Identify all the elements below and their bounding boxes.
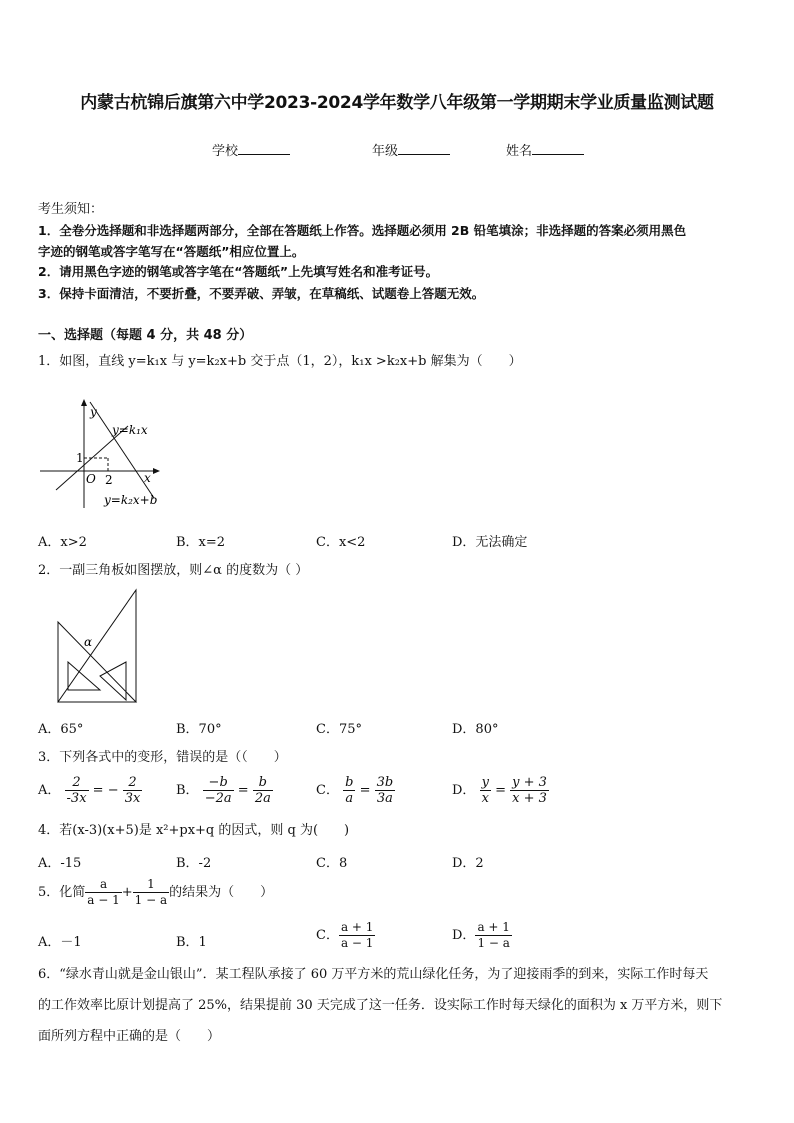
q5-c-num: a + 1	[340, 920, 374, 934]
school-blank[interactable]	[238, 140, 290, 155]
name-label: 姓名	[506, 144, 533, 159]
q5-f2-num: 1	[147, 877, 155, 891]
q4-stem: 4．若(x-3)(x+5)是 x²+px+q 的因式，则 q 为( )	[38, 823, 350, 838]
q3-a-left-den: -3x	[66, 791, 87, 806]
q3-d-eq: =	[495, 783, 506, 798]
grade-blank[interactable]	[398, 140, 450, 155]
q3-d-right-num: y + 3	[512, 775, 547, 790]
notice-item-3: 3．保持卡面清洁，不要折叠，不要弄破、弄皱，在草稿纸、试题卷上答题无效。	[38, 286, 485, 301]
q6-line-3: 面所列方程中正确的是（ ）	[38, 1029, 221, 1044]
q5-d-num: a + 1	[477, 920, 510, 934]
q3-c-left-num: b	[345, 775, 354, 790]
q5-prefix: 5．化简	[38, 885, 86, 900]
q5-d-den: 1 − a	[477, 936, 510, 950]
q1-x-axis-label: x	[144, 471, 151, 485]
q1-line1-label: y=k₁x	[112, 423, 148, 437]
q3-b-right-num: b	[258, 775, 267, 790]
q5-option-c[interactable]	[316, 920, 375, 951]
q3-c-eq: =	[359, 783, 371, 798]
grade-field	[372, 140, 450, 159]
q1-option-d[interactable]: D．无法确定	[452, 535, 528, 550]
notice-item-2: 2．请用黑色字迹的钢笔或答字笔在“答题纸”上先填写姓名和准考证号。	[38, 264, 439, 279]
q1-tick-y: 1	[76, 451, 84, 465]
q3-c-right-num: 3b	[376, 775, 394, 790]
q5-d-letter: D．	[452, 928, 476, 943]
q5-c-den: a − 1	[340, 936, 374, 950]
q4-option-a[interactable]: A．-15	[38, 856, 82, 871]
q3-c-right-den: 3a	[376, 791, 393, 806]
q3-stem: 3．下列各式中的变形，错误的是（（ ）	[38, 750, 287, 765]
q3-b-right-den: 2a	[254, 791, 271, 806]
q1-tick-x: 2	[105, 473, 113, 487]
q3-a-right-num: 2	[128, 775, 137, 790]
q1-y-axis-label: y	[90, 405, 97, 419]
q3-b-left-num: −b	[208, 775, 228, 790]
q5-option-b[interactable]: B．1	[176, 935, 207, 950]
school-field	[212, 140, 290, 159]
name-field	[506, 140, 584, 159]
grade-label: 年级	[372, 144, 399, 159]
q5-option-a[interactable]: A．－1	[38, 935, 82, 950]
q3-b-left-den: −2a	[204, 791, 232, 806]
q5-stem	[38, 877, 273, 908]
school-label: 学校	[212, 144, 239, 159]
q3-option-d[interactable]	[452, 775, 549, 806]
q2-option-d[interactable]: D．80°	[452, 722, 499, 737]
q1-graph-figure	[36, 396, 166, 514]
q6-line-1: 6．“绿水青山就是金山银山”．某工程队承接了 60 万平方米的荒山绿化任务，为了迎接雨季的到来，实际工作时每天	[38, 967, 709, 982]
q1-line2-label: y=k₂x+b	[104, 493, 158, 507]
q1-origin-label: O	[86, 472, 96, 486]
q3-d-letter: D．	[452, 783, 476, 798]
name-blank[interactable]	[532, 140, 584, 155]
q6-line-2: 的工作效率比原计划提高了 25%，结果提前 30 天完成了这一任务．设实际工作时每天绿化的面积为 x 万平方米，则下	[38, 998, 723, 1013]
q5-suffix: 的结果为（ ）	[169, 885, 274, 900]
q3-d-right-den: x + 3	[512, 791, 547, 806]
q3-b-eq: =	[237, 783, 249, 798]
q1-stem: 1．如图，直线 y=k₁x 与 y=k₂x+b 交于点（1，2），k₁x >k₂x+b 解集为（ ）	[38, 354, 522, 369]
q5-option-d[interactable]	[452, 920, 512, 951]
notice-item-1: 1．全卷分选择题和非选择题两部分，全部在答题纸上作答。选择题必须用 2B 铅笔填涂；非选择题的答案必须用黑色	[38, 223, 687, 238]
q2-stem: 2．一副三角板如图摆放，则∠α 的度数为（ ）	[38, 563, 309, 578]
q1-option-a[interactable]: A．x>2	[38, 535, 87, 550]
q4-option-b[interactable]: B．-2	[176, 856, 212, 871]
q2-triangles-figure	[54, 586, 140, 706]
q3-a-right-den: 3x	[124, 791, 141, 806]
q3-c-letter: C．	[316, 783, 339, 798]
q2-option-a[interactable]: A．65°	[38, 722, 84, 737]
q4-option-d[interactable]: D．2	[452, 856, 484, 871]
q3-option-a[interactable]	[38, 775, 142, 806]
q3-option-c[interactable]	[316, 775, 395, 806]
q3-b-letter: B．	[176, 783, 199, 798]
q3-a-left-num: 2	[72, 775, 81, 790]
q5-plus: +	[121, 885, 133, 900]
q5-f2-den: 1 − a	[134, 893, 168, 907]
q2-option-b[interactable]: B．70°	[176, 722, 222, 737]
q5-c-letter: C．	[316, 928, 339, 943]
q3-d-left-num: y	[481, 775, 489, 790]
q5-f1-den: a − 1	[87, 893, 120, 907]
page-title: 内蒙古杭锦后旗第六中学2023-2024学年数学八年级第一学期期末学业质量监测试题	[80, 93, 714, 113]
q2-angle-label: α	[84, 635, 93, 649]
q5-f1-num: a	[99, 877, 108, 891]
q3-d-left-den: x	[481, 791, 489, 806]
notice-heading: 考生须知：	[38, 202, 104, 217]
notice-item-1-cont: 字迹的钢笔或答字笔写在“答题纸”相应位置上。	[38, 244, 305, 259]
q1-option-c[interactable]: C．x<2	[316, 535, 366, 550]
q1-option-b[interactable]: B．x=2	[176, 535, 226, 550]
q3-c-left-den: a	[345, 791, 354, 806]
q3-a-letter: A．	[38, 783, 61, 798]
q3-a-eq: = −	[92, 783, 119, 798]
section-heading: 一、选择题（每题 4 分，共 48 分）	[38, 328, 253, 343]
q3-option-b[interactable]	[176, 775, 273, 806]
q4-option-c[interactable]: C．8	[316, 856, 348, 871]
q2-option-c[interactable]: C．75°	[316, 722, 362, 737]
